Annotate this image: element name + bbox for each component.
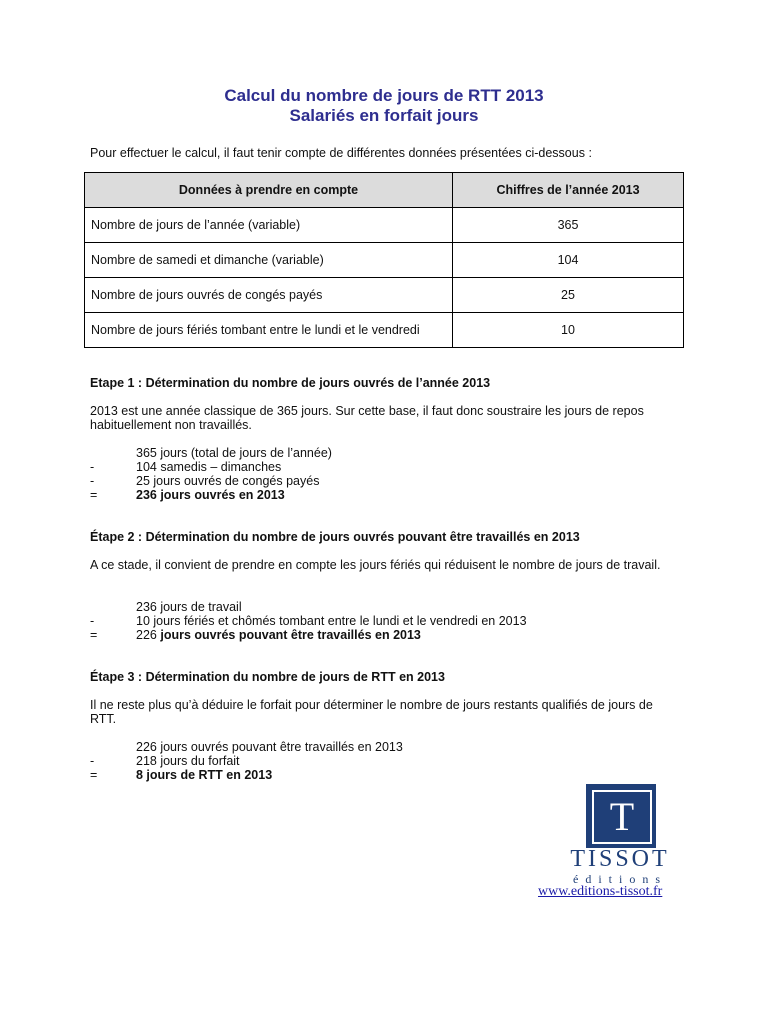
calc-symbol: = (90, 628, 98, 642)
table-cell: Nombre de jours ouvrés de congés payés (85, 278, 453, 313)
table-cell: 10 (453, 313, 684, 348)
calc-line: 365 jours (total de jours de l’année) (136, 446, 332, 460)
page-title: Calcul du nombre de jours de RTT 2013 (224, 86, 544, 105)
calc-symbol: = (90, 488, 98, 502)
table-row (85, 313, 684, 348)
step-3-heading: Étape 3 : Détermination du nombre de jours de RTT en 2013 (90, 670, 445, 684)
table-header: Chiffres de l’année 2013 (453, 173, 684, 208)
calc-line: 10 jours fériés et chômés tombant entre le lundi et le vendredi en 2013 (136, 614, 527, 628)
calc-symbol: - (90, 754, 95, 768)
calc-line: 104 samedis – dimanches (136, 460, 282, 474)
calc-line: 218 jours du forfait (136, 754, 240, 768)
table-cell: Nombre de samedi et dimanche (variable) (85, 243, 453, 278)
table-row (85, 278, 684, 313)
step-1-calculation (90, 446, 650, 502)
step-1-heading: Etape 1 : Détermination du nombre de jours ouvrés de l’année 2013 (90, 376, 491, 390)
table-header: Données à prendre en compte (85, 173, 453, 208)
tissot-logo (560, 784, 680, 900)
calc-result: 8 jours de RTT en 2013 (136, 768, 273, 782)
calc-symbol: - (90, 614, 95, 628)
page-subtitle: Salariés en forfait jours (289, 106, 479, 125)
logo-subtitle: éditions (573, 872, 667, 886)
data-table (84, 172, 684, 348)
step-2-text: A ce stade, il convient de prendre en compte les jours fériés qui réduisent le nombre de jours de travail. (90, 558, 661, 572)
logo-emblem (586, 784, 656, 848)
table-cell: Nombre de jours de l’année (variable) (85, 208, 453, 243)
calc-result: 236 jours ouvrés en 2013 (136, 488, 285, 502)
table-row (85, 243, 684, 278)
intro-text: Pour effectuer le calcul, il faut tenir compte de différentes données présentées ci-dessous : (90, 146, 592, 160)
table-cell: 25 (453, 278, 684, 313)
table-row (85, 208, 684, 243)
logo-name: TISSOT (570, 846, 670, 872)
step-2-calculation (90, 600, 650, 642)
calc-symbol: - (90, 460, 95, 474)
calc-line: 25 jours ouvrés de congés payés (136, 474, 320, 488)
table-cell: Nombre de jours fériés tombant entre le lundi et le vendredi (85, 313, 453, 348)
calc-line: 226 jours ouvrés pouvant être travaillés en 2013 (136, 740, 403, 754)
step-3-text: Il ne reste plus qu’à déduire le forfait pour déterminer le nombre de jours restants qualifiés de jours de RTT. (90, 698, 653, 726)
table-cell: 104 (453, 243, 684, 278)
table-header-row (85, 173, 684, 208)
website-link[interactable]: www.editions-tissot.fr (538, 884, 663, 899)
step-3-calculation (90, 740, 650, 782)
calc-result-number: 226 (136, 628, 157, 642)
calc-line: 236 jours de travail (136, 600, 242, 614)
step-2-heading: Étape 2 : Détermination du nombre de jours ouvrés pouvant être travaillés en 2013 (90, 530, 580, 544)
table-cell: 365 (453, 208, 684, 243)
calc-symbol: = (90, 768, 98, 782)
calc-result (136, 628, 421, 642)
step-1-text: 2013 est une année classique de 365 jours. Sur cette base, il faut donc soustraire les jours de repos habituellement non travaillés. (90, 404, 644, 432)
logo-letter: T (592, 790, 652, 844)
calc-result-label: jours ouvrés pouvant être travaillés en 2013 (160, 628, 421, 642)
calc-symbol: - (90, 474, 95, 488)
